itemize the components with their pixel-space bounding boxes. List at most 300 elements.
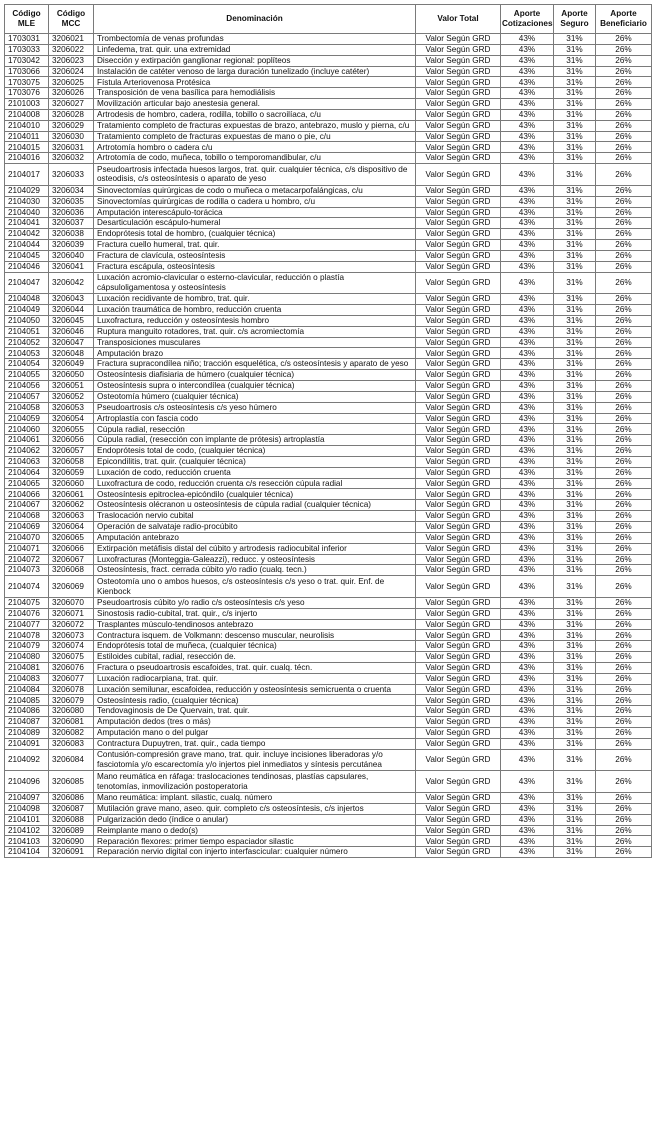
cell-denominacion: Tendovaginosis de De Quervain, trat. quir.: [94, 706, 416, 717]
cell-mcc: 3206044: [49, 305, 94, 316]
cell-aporte-beneficiario: 26%: [596, 250, 652, 261]
table-row: [5, 250, 652, 261]
cell-mcc: 3206027: [49, 99, 94, 110]
cell-mcc: 3206063: [49, 511, 94, 522]
cell-aporte-cotizaciones: 43%: [501, 185, 554, 196]
cell-valor-total: Valor Según GRD: [416, 597, 501, 608]
cell-mle: 2104076: [5, 608, 49, 619]
cell-mle: 2104041: [5, 218, 49, 229]
header-mcc: Código MCC: [49, 5, 94, 34]
cell-valor-total: Valor Según GRD: [416, 66, 501, 77]
table-row: [5, 500, 652, 511]
cell-aporte-seguro: 31%: [554, 261, 596, 272]
cell-valor-total: Valor Según GRD: [416, 738, 501, 749]
cell-valor-total: Valor Según GRD: [416, 771, 501, 793]
cell-denominacion: Sinovectomías quirúrgicas de rodilla o cadera u hombro, c/u: [94, 196, 416, 207]
cell-mcc: 3206064: [49, 521, 94, 532]
table-row: [5, 630, 652, 641]
cell-denominacion: Fractura o pseudoartrosis escafoides, trat. quir. cualq. técn.: [94, 662, 416, 673]
cell-aporte-beneficiario: 26%: [596, 207, 652, 218]
cell-valor-total: Valor Según GRD: [416, 359, 501, 370]
cell-aporte-beneficiario: 26%: [596, 565, 652, 576]
cell-denominacion: Contractura Dupuytren, trat. quir., cada tiempo: [94, 738, 416, 749]
table-row: [5, 185, 652, 196]
cell-mcc: 3206066: [49, 543, 94, 554]
table-row: [5, 153, 652, 164]
cell-valor-total: Valor Según GRD: [416, 153, 501, 164]
cell-valor-total: Valor Según GRD: [416, 532, 501, 543]
cell-aporte-beneficiario: 26%: [596, 370, 652, 381]
cell-aporte-seguro: 31%: [554, 196, 596, 207]
header-aporte-seguro: Aporte Seguro: [554, 5, 596, 34]
cell-aporte-seguro: 31%: [554, 597, 596, 608]
table-row: [5, 315, 652, 326]
cell-aporte-beneficiario: 26%: [596, 500, 652, 511]
cell-aporte-beneficiario: 26%: [596, 695, 652, 706]
cell-denominacion: Tratamiento completo de fracturas expuestas de mano o pie, c/u: [94, 131, 416, 142]
cell-aporte-beneficiario: 26%: [596, 305, 652, 316]
cell-aporte-seguro: 31%: [554, 728, 596, 739]
cell-aporte-cotizaciones: 43%: [501, 337, 554, 348]
cell-mcc: 3206087: [49, 803, 94, 814]
cell-aporte-cotizaciones: 43%: [501, 381, 554, 392]
cell-mcc: 3206091: [49, 847, 94, 858]
cell-denominacion: Fractura de clavícula, osteosíntesis: [94, 250, 416, 261]
cell-aporte-seguro: 31%: [554, 630, 596, 641]
cell-mle: 2104078: [5, 630, 49, 641]
cell-mle: 2104008: [5, 109, 49, 120]
table-row: [5, 619, 652, 630]
cell-aporte-beneficiario: 26%: [596, 88, 652, 99]
cell-aporte-seguro: 31%: [554, 706, 596, 717]
cell-valor-total: Valor Según GRD: [416, 164, 501, 186]
cell-aporte-beneficiario: 26%: [596, 478, 652, 489]
cell-aporte-seguro: 31%: [554, 44, 596, 55]
cell-aporte-cotizaciones: 43%: [501, 109, 554, 120]
cell-aporte-cotizaciones: 43%: [501, 717, 554, 728]
cell-denominacion: Transposición de vena basílica para hemodiálisis: [94, 88, 416, 99]
cell-aporte-seguro: 31%: [554, 109, 596, 120]
cell-denominacion: Pseudoartrosis cúbito y/o radio c/s osteosíntesis c/s yeso: [94, 597, 416, 608]
cell-denominacion: Reimplante mano o dedo(s): [94, 825, 416, 836]
cell-mcc: 3206057: [49, 446, 94, 457]
cell-aporte-seguro: 31%: [554, 695, 596, 706]
cell-denominacion: Endoprótesis total de muñeca, (cualquier técnica): [94, 641, 416, 652]
cell-valor-total: Valor Según GRD: [416, 673, 501, 684]
cell-aporte-cotizaciones: 43%: [501, 435, 554, 446]
cell-mle: 2104015: [5, 142, 49, 153]
cell-mcc: 3206060: [49, 478, 94, 489]
cell-mcc: 3206058: [49, 456, 94, 467]
cell-aporte-seguro: 31%: [554, 305, 596, 316]
cell-aporte-beneficiario: 26%: [596, 847, 652, 858]
cell-denominacion: Fractura supracondílea niño; tracción esquelética, c/s osteosíntesis y aparato de yeso: [94, 359, 416, 370]
cell-denominacion: Luxación traumática de hombro, reducción cruenta: [94, 305, 416, 316]
cell-aporte-seguro: 31%: [554, 326, 596, 337]
cell-denominacion: Luxación acromio-clavicular o esterno-clavicular, reducción o plastía cápsuloligamentosa y osteosíntesis: [94, 272, 416, 294]
cell-valor-total: Valor Según GRD: [416, 34, 501, 45]
cell-denominacion: Contractura isquem. de Volkmann: descenso muscular, neurolisis: [94, 630, 416, 641]
cell-aporte-cotizaciones: 43%: [501, 511, 554, 522]
cell-aporte-cotizaciones: 43%: [501, 608, 554, 619]
cell-mcc: 3206048: [49, 348, 94, 359]
cell-aporte-cotizaciones: 43%: [501, 749, 554, 771]
cell-mle: 2104074: [5, 576, 49, 598]
cell-valor-total: Valor Según GRD: [416, 196, 501, 207]
cell-aporte-cotizaciones: 43%: [501, 305, 554, 316]
cell-aporte-cotizaciones: 43%: [501, 836, 554, 847]
table-row: [5, 771, 652, 793]
cell-mcc: 3206089: [49, 825, 94, 836]
cell-aporte-cotizaciones: 43%: [501, 164, 554, 186]
cell-mcc: 3206086: [49, 793, 94, 804]
table-row: [5, 532, 652, 543]
cell-aporte-beneficiario: 26%: [596, 131, 652, 142]
cell-mle: 2104075: [5, 597, 49, 608]
cell-aporte-cotizaciones: 43%: [501, 55, 554, 66]
cell-denominacion: Sinovectomías quirúrgicas de codo o muñeca o metacarpofalángicas, c/u: [94, 185, 416, 196]
cell-mle: 2104096: [5, 771, 49, 793]
cell-aporte-cotizaciones: 43%: [501, 88, 554, 99]
tariff-table: [4, 4, 652, 858]
cell-denominacion: Osteosíntesis olécranon u osteosíntesis de cúpula radial (cualquier técnica): [94, 500, 416, 511]
cell-aporte-seguro: 31%: [554, 424, 596, 435]
cell-mcc: 3206079: [49, 695, 94, 706]
cell-aporte-cotizaciones: 43%: [501, 261, 554, 272]
cell-mcc: 3206053: [49, 402, 94, 413]
cell-mcc: 3206068: [49, 565, 94, 576]
cell-mle: 2104058: [5, 402, 49, 413]
cell-aporte-beneficiario: 26%: [596, 77, 652, 88]
cell-mle: 2104085: [5, 695, 49, 706]
cell-valor-total: Valor Según GRD: [416, 44, 501, 55]
cell-aporte-beneficiario: 26%: [596, 55, 652, 66]
cell-aporte-cotizaciones: 43%: [501, 250, 554, 261]
cell-aporte-beneficiario: 26%: [596, 44, 652, 55]
cell-aporte-cotizaciones: 43%: [501, 673, 554, 684]
cell-aporte-beneficiario: 26%: [596, 662, 652, 673]
cell-aporte-cotizaciones: 43%: [501, 489, 554, 500]
cell-aporte-cotizaciones: 43%: [501, 630, 554, 641]
cell-mcc: 3206049: [49, 359, 94, 370]
cell-aporte-beneficiario: 26%: [596, 738, 652, 749]
table-row: [5, 326, 652, 337]
cell-mle: 2104045: [5, 250, 49, 261]
cell-aporte-seguro: 31%: [554, 381, 596, 392]
cell-aporte-cotizaciones: 43%: [501, 424, 554, 435]
cell-mcc: 3206082: [49, 728, 94, 739]
cell-mle: 2104066: [5, 489, 49, 500]
cell-mle: 2104055: [5, 370, 49, 381]
cell-aporte-seguro: 31%: [554, 77, 596, 88]
cell-aporte-beneficiario: 26%: [596, 511, 652, 522]
cell-mle: 2104054: [5, 359, 49, 370]
cell-denominacion: Osteosíntesis epitroclea-epicóndilo (cualquier técnica): [94, 489, 416, 500]
cell-valor-total: Valor Según GRD: [416, 240, 501, 251]
cell-aporte-seguro: 31%: [554, 34, 596, 45]
cell-mle: 2104084: [5, 684, 49, 695]
cell-valor-total: Valor Según GRD: [416, 467, 501, 478]
cell-denominacion: Osteotomía uno o ambos huesos, c/s osteosíntesis c/s yeso o trat. quir. Enf. de Kienbock: [94, 576, 416, 598]
cell-denominacion: Luxación de codo, reducción cruenta: [94, 467, 416, 478]
cell-aporte-seguro: 31%: [554, 185, 596, 196]
cell-aporte-cotizaciones: 43%: [501, 207, 554, 218]
cell-mle: 2104098: [5, 803, 49, 814]
cell-aporte-seguro: 31%: [554, 793, 596, 804]
cell-aporte-beneficiario: 26%: [596, 673, 652, 684]
cell-denominacion: Trombectomía de venas profundas: [94, 34, 416, 45]
cell-valor-total: Valor Según GRD: [416, 435, 501, 446]
cell-aporte-cotizaciones: 43%: [501, 847, 554, 858]
cell-mle: 2104069: [5, 521, 49, 532]
cell-aporte-seguro: 31%: [554, 131, 596, 142]
cell-mle: 2104101: [5, 814, 49, 825]
cell-aporte-cotizaciones: 43%: [501, 142, 554, 153]
cell-aporte-seguro: 31%: [554, 207, 596, 218]
cell-aporte-beneficiario: 26%: [596, 771, 652, 793]
cell-valor-total: Valor Según GRD: [416, 456, 501, 467]
table-row: [5, 489, 652, 500]
cell-mle: 2104077: [5, 619, 49, 630]
cell-mle: 2104097: [5, 793, 49, 804]
cell-aporte-seguro: 31%: [554, 511, 596, 522]
cell-mle: 2104042: [5, 229, 49, 240]
cell-mle: 2104029: [5, 185, 49, 196]
header-aporte-beneficiario: Aporte Beneficiario: [596, 5, 652, 34]
cell-denominacion: Fractura escápula, osteosíntesis: [94, 261, 416, 272]
cell-denominacion: Fístula Arteriovenosa Protésica: [94, 77, 416, 88]
cell-mcc: 3206069: [49, 576, 94, 598]
cell-aporte-cotizaciones: 43%: [501, 218, 554, 229]
cell-aporte-beneficiario: 26%: [596, 402, 652, 413]
cell-aporte-seguro: 31%: [554, 467, 596, 478]
cell-mcc: 3206026: [49, 88, 94, 99]
cell-mcc: 3206080: [49, 706, 94, 717]
cell-denominacion: Trasplantes músculo-tendinosos antebrazo: [94, 619, 416, 630]
cell-aporte-cotizaciones: 43%: [501, 738, 554, 749]
cell-aporte-cotizaciones: 43%: [501, 532, 554, 543]
cell-aporte-beneficiario: 26%: [596, 684, 652, 695]
cell-mcc: 3206036: [49, 207, 94, 218]
cell-valor-total: Valor Según GRD: [416, 847, 501, 858]
cell-aporte-seguro: 31%: [554, 370, 596, 381]
table-row: [5, 424, 652, 435]
cell-mle: 2104047: [5, 272, 49, 294]
cell-aporte-beneficiario: 26%: [596, 164, 652, 186]
cell-denominacion: Desarticulación escápulo-humeral: [94, 218, 416, 229]
cell-valor-total: Valor Según GRD: [416, 120, 501, 131]
table-row: [5, 467, 652, 478]
table-row: [5, 543, 652, 554]
cell-mcc: 3206043: [49, 294, 94, 305]
cell-valor-total: Valor Según GRD: [416, 576, 501, 598]
cell-denominacion: Luxación semilunar, escafoidea, reducción y osteosíntesis semicruenta o cruenta: [94, 684, 416, 695]
cell-mcc: 3206072: [49, 619, 94, 630]
cell-mcc: 3206037: [49, 218, 94, 229]
cell-valor-total: Valor Según GRD: [416, 554, 501, 565]
table-row: [5, 565, 652, 576]
cell-mcc: 3206076: [49, 662, 94, 673]
cell-aporte-cotizaciones: 43%: [501, 684, 554, 695]
cell-denominacion: Mano reumática: implant. silastic, cualq. número: [94, 793, 416, 804]
cell-aporte-beneficiario: 26%: [596, 424, 652, 435]
cell-aporte-seguro: 31%: [554, 55, 596, 66]
cell-mle: 2104070: [5, 532, 49, 543]
cell-valor-total: Valor Según GRD: [416, 370, 501, 381]
cell-aporte-seguro: 31%: [554, 576, 596, 598]
cell-mle: 2104065: [5, 478, 49, 489]
cell-mcc: 3206052: [49, 391, 94, 402]
cell-aporte-seguro: 31%: [554, 532, 596, 543]
cell-aporte-cotizaciones: 43%: [501, 131, 554, 142]
cell-mle: 2104091: [5, 738, 49, 749]
cell-aporte-seguro: 31%: [554, 359, 596, 370]
cell-denominacion: Tratamiento completo de fracturas expuestas de brazo, antebrazo, muslo y pierna, c/u: [94, 120, 416, 131]
cell-aporte-beneficiario: 26%: [596, 142, 652, 153]
table-row: [5, 348, 652, 359]
table-row: [5, 847, 652, 858]
cell-valor-total: Valor Según GRD: [416, 305, 501, 316]
cell-aporte-seguro: 31%: [554, 120, 596, 131]
table-row: [5, 413, 652, 424]
cell-denominacion: Artroplastía con fascia codo: [94, 413, 416, 424]
cell-mle: 2104062: [5, 446, 49, 457]
table-row: [5, 608, 652, 619]
cell-mcc: 3206075: [49, 652, 94, 663]
cell-mcc: 3206071: [49, 608, 94, 619]
cell-aporte-cotizaciones: 43%: [501, 467, 554, 478]
cell-mcc: 3206045: [49, 315, 94, 326]
cell-aporte-beneficiario: 26%: [596, 261, 652, 272]
cell-denominacion: Estiloides cubital, radial, resección de.: [94, 652, 416, 663]
cell-denominacion: Osteotomía húmero (cualquier técnica): [94, 391, 416, 402]
cell-mle: 2104017: [5, 164, 49, 186]
cell-aporte-beneficiario: 26%: [596, 66, 652, 77]
cell-aporte-cotizaciones: 43%: [501, 272, 554, 294]
table-row: [5, 673, 652, 684]
cell-valor-total: Valor Según GRD: [416, 381, 501, 392]
cell-aporte-beneficiario: 26%: [596, 391, 652, 402]
cell-mle: 2104083: [5, 673, 49, 684]
cell-mcc: 3206031: [49, 142, 94, 153]
cell-valor-total: Valor Según GRD: [416, 565, 501, 576]
cell-aporte-seguro: 31%: [554, 315, 596, 326]
table-row: [5, 446, 652, 457]
cell-aporte-beneficiario: 26%: [596, 456, 652, 467]
cell-aporte-beneficiario: 26%: [596, 554, 652, 565]
cell-mcc: 3206059: [49, 467, 94, 478]
cell-aporte-beneficiario: 26%: [596, 185, 652, 196]
cell-mcc: 3206040: [49, 250, 94, 261]
cell-denominacion: Traslocación nervio cubital: [94, 511, 416, 522]
cell-aporte-seguro: 31%: [554, 229, 596, 240]
cell-valor-total: Valor Según GRD: [416, 489, 501, 500]
cell-aporte-seguro: 31%: [554, 619, 596, 630]
cell-aporte-cotizaciones: 43%: [501, 99, 554, 110]
cell-valor-total: Valor Según GRD: [416, 619, 501, 630]
cell-mcc: 3206061: [49, 489, 94, 500]
cell-mcc: 3206081: [49, 717, 94, 728]
cell-aporte-beneficiario: 26%: [596, 240, 652, 251]
table-row: [5, 793, 652, 804]
cell-aporte-seguro: 31%: [554, 500, 596, 511]
cell-valor-total: Valor Según GRD: [416, 521, 501, 532]
cell-denominacion: Artrotomía hombro o cadera c/u: [94, 142, 416, 153]
cell-denominacion: Transposiciones musculares: [94, 337, 416, 348]
cell-valor-total: Valor Según GRD: [416, 391, 501, 402]
cell-aporte-seguro: 31%: [554, 88, 596, 99]
cell-aporte-cotizaciones: 43%: [501, 543, 554, 554]
cell-mle: 2104049: [5, 305, 49, 316]
table-row: [5, 402, 652, 413]
cell-aporte-cotizaciones: 43%: [501, 500, 554, 511]
cell-aporte-seguro: 31%: [554, 446, 596, 457]
cell-mcc: 3206070: [49, 597, 94, 608]
cell-mle: 1703042: [5, 55, 49, 66]
cell-mcc: 3206032: [49, 153, 94, 164]
cell-denominacion: Amputación antebrazo: [94, 532, 416, 543]
cell-denominacion: Sinostosis radio-cubital, trat. quir., c/s injerto: [94, 608, 416, 619]
table-row: [5, 728, 652, 739]
cell-valor-total: Valor Según GRD: [416, 662, 501, 673]
cell-mcc: 3206085: [49, 771, 94, 793]
cell-denominacion: Amputación mano o del pulgar: [94, 728, 416, 739]
cell-aporte-seguro: 31%: [554, 66, 596, 77]
table-row: [5, 359, 652, 370]
cell-mle: 2104040: [5, 207, 49, 218]
cell-aporte-beneficiario: 26%: [596, 814, 652, 825]
header-aporte-cotizaciones: Aporte Cotizaciones: [501, 5, 554, 34]
table-row: [5, 652, 652, 663]
cell-mle: 2104103: [5, 836, 49, 847]
table-row: [5, 131, 652, 142]
table-row: [5, 142, 652, 153]
cell-valor-total: Valor Según GRD: [416, 261, 501, 272]
cell-mle: 2104064: [5, 467, 49, 478]
cell-valor-total: Valor Según GRD: [416, 142, 501, 153]
cell-aporte-beneficiario: 26%: [596, 489, 652, 500]
cell-mcc: 3206077: [49, 673, 94, 684]
table-row: [5, 120, 652, 131]
cell-mle: 2104053: [5, 348, 49, 359]
cell-mcc: 3206083: [49, 738, 94, 749]
cell-aporte-seguro: 31%: [554, 565, 596, 576]
cell-aporte-cotizaciones: 43%: [501, 446, 554, 457]
cell-valor-total: Valor Según GRD: [416, 803, 501, 814]
cell-aporte-beneficiario: 26%: [596, 521, 652, 532]
cell-aporte-beneficiario: 26%: [596, 34, 652, 45]
cell-mcc: 3206034: [49, 185, 94, 196]
cell-aporte-cotizaciones: 43%: [501, 641, 554, 652]
cell-denominacion: Operación de salvataje radio-procúbito: [94, 521, 416, 532]
table-row: [5, 825, 652, 836]
table-row: [5, 66, 652, 77]
cell-aporte-seguro: 31%: [554, 825, 596, 836]
cell-mle: 2104068: [5, 511, 49, 522]
cell-mle: 2104086: [5, 706, 49, 717]
cell-aporte-beneficiario: 26%: [596, 196, 652, 207]
cell-mcc: 3206078: [49, 684, 94, 695]
cell-mcc: 3206046: [49, 326, 94, 337]
cell-mcc: 3206067: [49, 554, 94, 565]
cell-mcc: 3206033: [49, 164, 94, 186]
cell-valor-total: Valor Según GRD: [416, 793, 501, 804]
cell-mle: 2104048: [5, 294, 49, 305]
cell-aporte-cotizaciones: 43%: [501, 478, 554, 489]
cell-aporte-cotizaciones: 43%: [501, 576, 554, 598]
cell-mle: 2104080: [5, 652, 49, 663]
table-row: [5, 836, 652, 847]
